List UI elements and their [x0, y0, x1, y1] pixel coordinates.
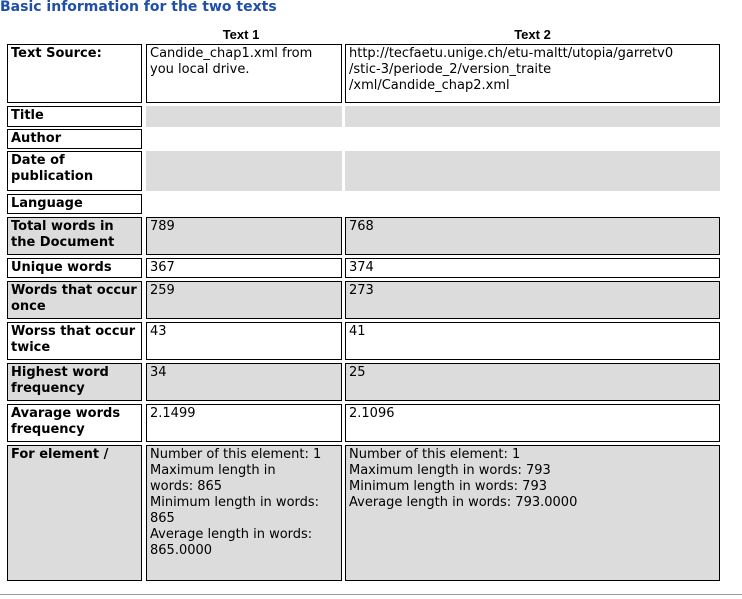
- cell-text1-for-element: [146, 445, 342, 581]
- cell-text2-average-frequency: 2.1096: [345, 404, 720, 442]
- cell-text1-unique-words: 367: [146, 258, 342, 278]
- element-stat-line: Number of this element: 1: [349, 447, 521, 462]
- element-stat-line: 865: [150, 511, 175, 526]
- row-label-language: Language: [7, 194, 142, 214]
- cell-text2-highest-frequency: 25: [345, 363, 720, 401]
- column-header-text1: Text 1: [222, 27, 260, 42]
- cell-text2-source: [345, 44, 720, 103]
- row-label-total-words: Total words in the Document: [7, 217, 142, 255]
- element-stat-line: Maximum length in: [150, 463, 276, 478]
- cell-text2-date: [345, 151, 720, 191]
- cell-text1-title: [146, 106, 342, 127]
- cell-text2-author: [345, 129, 720, 149]
- cell-text2-unique-words: 374: [345, 258, 720, 278]
- row-label-author: Author: [7, 129, 142, 149]
- element-stat-line: 865.0000: [150, 543, 213, 558]
- cell-text2-language: [345, 194, 720, 214]
- cell-text1-average-frequency: 2.1499: [146, 404, 342, 442]
- element-stat-line: Minimum length in words:: [150, 495, 320, 510]
- cell-text1-language: [146, 194, 342, 214]
- cell-text2-title: [345, 106, 720, 127]
- row-label-title: Title: [7, 106, 142, 127]
- element-stat-line: words: 865: [150, 479, 223, 494]
- element-stat-line: Average length in words: 793.0000: [349, 495, 578, 510]
- row-label-words-once: Words that occur once: [7, 281, 142, 319]
- cell-text1-source: Candide_chap1.xml from you local drive.: [146, 44, 342, 103]
- cell-text2-source-line: /stic-3/periode_2/version_traite: [349, 62, 552, 77]
- cell-text1-total-words: 789: [146, 217, 342, 255]
- cell-text2-for-element: [345, 445, 720, 581]
- row-label-highest-frequency: Highest word frequency: [7, 363, 142, 401]
- row-label-for-element: For element /: [7, 445, 142, 581]
- cell-text2-total-words: 768: [345, 217, 720, 255]
- page-title: Basic information for the two texts: [0, 0, 277, 15]
- row-label-average-frequency: Avarage words frequency: [7, 404, 142, 442]
- cell-text1-words-twice: 43: [146, 322, 342, 360]
- row-label-text-source: Text Source:: [7, 44, 142, 103]
- element-stat-line: Minimum length in words: 793: [349, 479, 547, 494]
- cell-text2-source-line: /xml/Candide_chap2.xml: [349, 78, 510, 93]
- cell-text2-words-once: 273: [345, 281, 720, 319]
- row-label-unique-words: Unique words: [7, 258, 142, 278]
- row-label-date-of-publication: Date of publication: [7, 151, 142, 191]
- cell-text2-words-twice: 41: [345, 322, 720, 360]
- cell-text2-source-line: http://tecfaetu.unige.ch/etu-maltt/utopia/garretv0: [349, 46, 674, 61]
- element-stat-line: Number of this element: 1: [150, 447, 322, 462]
- horizontal-rule: [0, 594, 742, 595]
- column-header-text2: Text 2: [514, 27, 551, 42]
- cell-text1-date: [146, 151, 342, 191]
- cell-text1-author: [146, 129, 342, 149]
- stats-table: [7, 25, 720, 584]
- cell-text1-highest-frequency: 34: [146, 363, 342, 401]
- element-stat-line: Average length in words:: [150, 527, 313, 542]
- element-stat-line: Maximum length in words: 793: [349, 463, 551, 478]
- row-label-words-twice: Worss that occur twice: [7, 322, 142, 360]
- cell-text1-words-once: 259: [146, 281, 342, 319]
